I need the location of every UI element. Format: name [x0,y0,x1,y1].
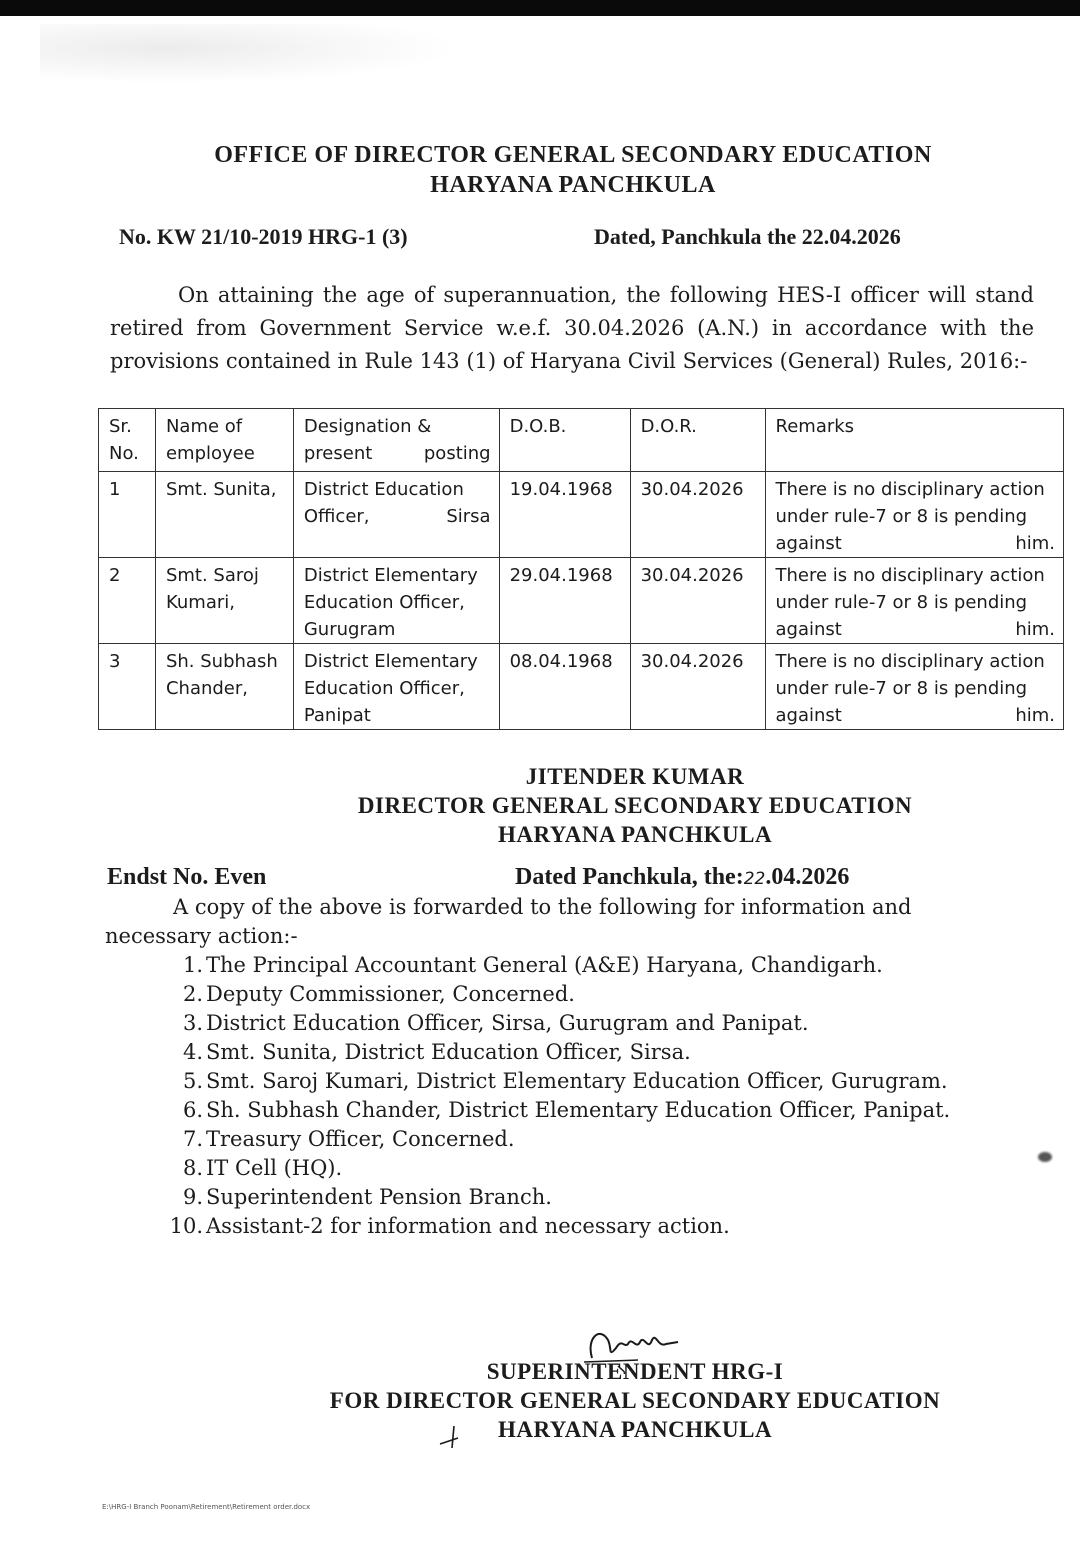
recipient-text: District Education Officer, Sirsa, Gurugram and Panipat. [206,1011,809,1035]
initial-mark [436,1420,464,1450]
forward-text: A copy of the above is forwarded to the following for information and necessary action:- [105,895,912,948]
cell-remarks: There is no disciplinary action under rule-7 or 8 is pending against him. [765,472,1063,558]
list-item: 10. Assistant-2 for information and necessary action. [150,1212,960,1241]
signatory-block [0,762,1080,849]
list-item: 7. Treasury Officer, Concerned. [150,1125,960,1154]
endorsement-number: Endst No. Even [107,864,267,890]
table-header-row [99,409,1064,472]
signatory-name: JITENDER KUMAR [525,764,745,789]
list-item: 9. Superintendent Pension Branch. [150,1183,960,1212]
cell-name: Smt. Sunita, [155,472,293,558]
footer-signatory [0,1357,1080,1444]
footer-sign-line3: HARYANA PANCHKULA [497,1417,773,1442]
cell-dor: 30.04.2026 [630,472,765,558]
office-header-line2: HARYANA PANCHKULA [430,172,716,198]
recipient-text: Superintendent Pension Branch. [206,1185,552,1209]
cell-dor: 30.04.2026 [630,644,765,730]
cell-name: Smt. Saroj Kumari, [155,558,293,644]
endorsement-date-day: 22 [743,869,766,889]
list-item: 4. Smt. Sunita, District Education Officer, Sirsa. [150,1038,960,1067]
cell-designation: District Elementary Education Officer, Gurugram [293,558,499,644]
recipient-text: Deputy Commissioner, Concerned. [206,982,575,1006]
recipient-text: Sh. Subhash Chander, District Elementary Education Officer, Panipat. [206,1098,951,1122]
header-designation: Designation & present posting [293,409,499,472]
cell-dob: 08.04.1968 [499,644,630,730]
header-sr-no: Sr. No. [99,409,156,472]
signatory-title: DIRECTOR GENERAL SECONDARY EDUCATION [357,793,913,818]
recipient-text: Smt. Saroj Kumari, District Elementary Education Officer, Gurugram. [206,1069,948,1093]
cell-sr: 1 [99,472,156,558]
list-item: 5. Smt. Saroj Kumari, District Elementary Education Officer, Gurugram. [150,1067,960,1096]
intro-text: On attaining the age of superannuation, the following HES-I officer will stand retired from Government Service w.e.f. 30.04.2026 (A.N.) in accordance with the provisions contained in Rule 143 (1) of Haryana Civil Services (General) Rules, 2016:- [110,283,1034,373]
table-row [99,472,1064,558]
top-border [0,0,1080,16]
header-dor: D.O.R. [630,409,765,472]
intro-paragraph [110,279,1034,378]
footer-sign-line1: SUPERINTENDENT HRG-I [486,1359,784,1384]
header-remarks: Remarks [765,409,1063,472]
cell-dob: 29.04.1968 [499,558,630,644]
endorsement-date [515,864,849,891]
table-row [99,558,1064,644]
list-item: 8. IT Cell (HQ). [150,1154,960,1183]
cell-dob: 19.04.1968 [499,472,630,558]
cell-dor: 30.04.2026 [630,558,765,644]
footer-sign-line2: FOR DIRECTOR GENERAL SECONDARY EDUCATION [329,1388,941,1413]
file-path: E:\HRG-I Branch Poonam\Retirement\Retirement order.docx [102,1503,311,1511]
ink-blot [1038,1152,1052,1162]
cell-remarks: There is no disciplinary action under rule-7 or 8 is pending against him. [765,558,1063,644]
office-header-line1: OFFICE OF DIRECTOR GENERAL SECONDARY EDUCATION [214,142,932,168]
recipient-text: IT Cell (HQ). [206,1156,343,1180]
header-name: Name of employee [155,409,293,472]
scan-smudge [40,24,460,84]
list-item: 1. The Principal Accountant General (A&E) Haryana, Chandigarh. [150,951,960,980]
recipient-text: Treasury Officer, Concerned. [206,1127,515,1151]
recipient-list [150,951,960,1241]
cell-sr: 3 [99,644,156,730]
cell-designation: District Elementary Education Officer, Panipat [293,644,499,730]
table-row [99,644,1064,730]
forward-paragraph [105,893,960,951]
reference-date: Dated, Panchkula the 22.04.2026 [594,224,901,249]
signatory-place: HARYANA PANCHKULA [497,822,773,847]
recipient-text: Assistant-2 for information and necessary action. [206,1214,730,1238]
reference-number: No. KW 21/10-2019 HRG-1 (3) [119,224,408,249]
recipient-text: The Principal Accountant General (A&E) Haryana, Chandigarh. [206,953,883,977]
list-item: 6. Sh. Subhash Chander, District Elementary Education Officer, Panipat. [150,1096,960,1125]
list-item: 3. District Education Officer, Sirsa, Gurugram and Panipat. [150,1009,960,1038]
cell-sr: 2 [99,558,156,644]
header-dob: D.O.B. [499,409,630,472]
cell-remarks: There is no disciplinary action under rule-7 or 8 is pending against him. [765,644,1063,730]
cell-name: Sh. Subhash Chander, [155,644,293,730]
recipient-text: Smt. Sunita, District Education Officer, Sirsa. [206,1040,691,1064]
cell-designation: District Education Officer, Sirsa [293,472,499,558]
office-header [0,140,1080,200]
endorsement-date-prefix: Dated Panchkula, the: [515,864,744,890]
endorsement-date-suffix: .04.2026 [765,864,850,890]
retirement-table [98,408,1064,730]
list-item: 2. Deputy Commissioner, Concerned. [150,980,960,1009]
